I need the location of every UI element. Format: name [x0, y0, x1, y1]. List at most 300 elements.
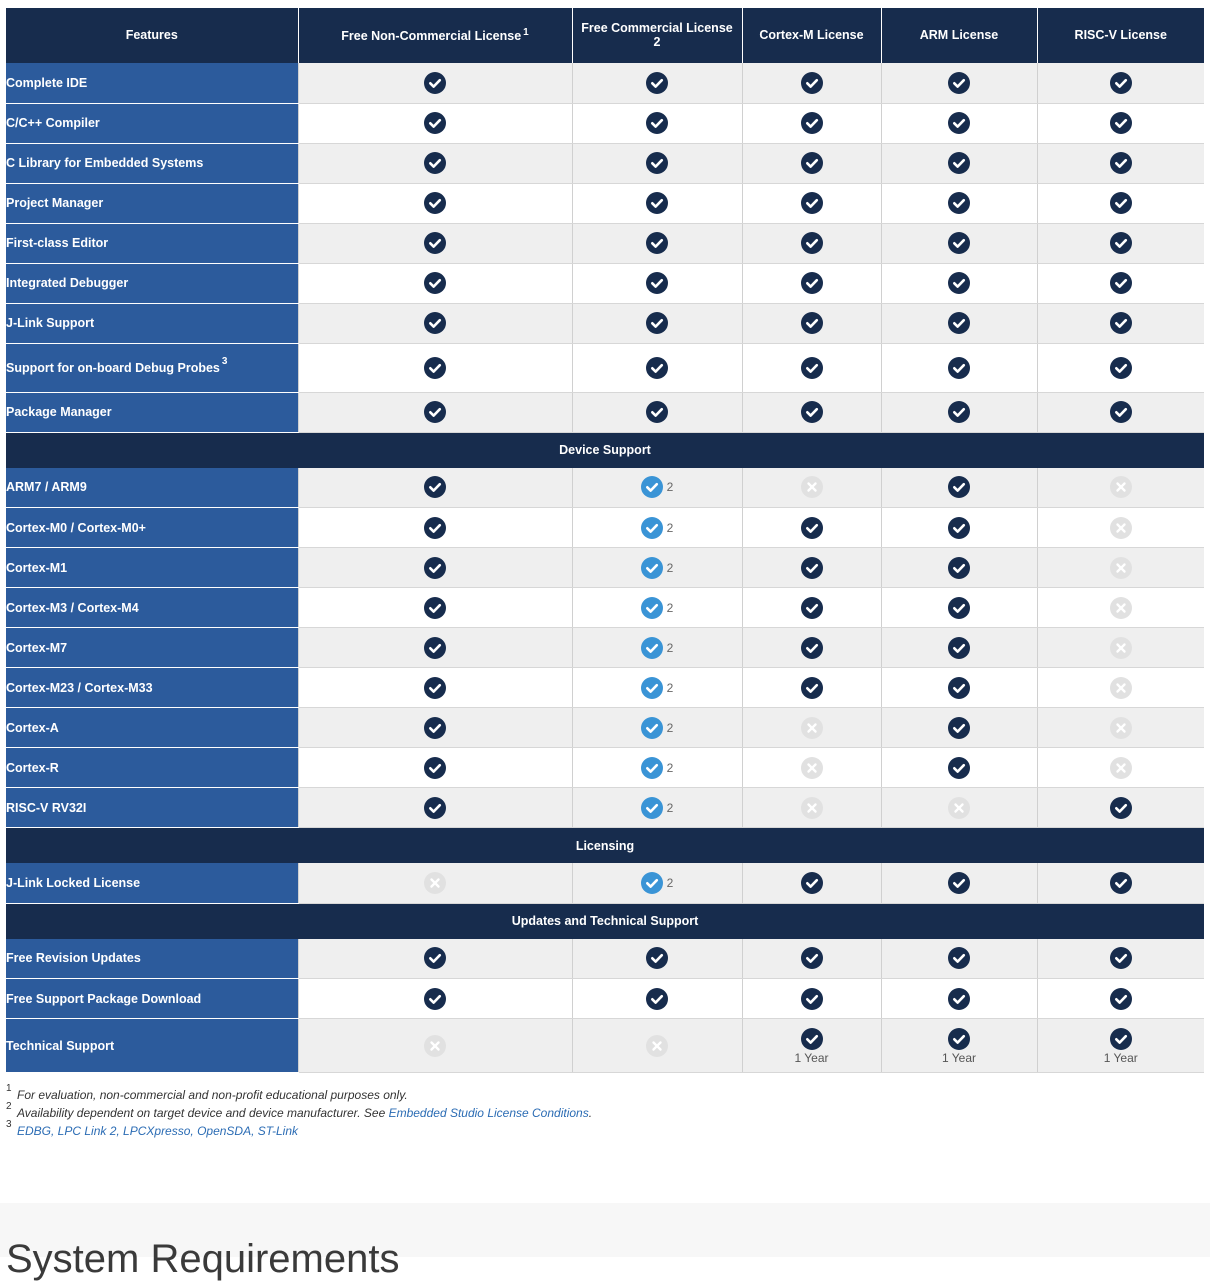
- check-circle-blue-icon: [641, 797, 663, 819]
- check-circle-icon: [424, 232, 446, 254]
- cell-cortex-m: [742, 263, 881, 303]
- check-circle-blue-icon: [641, 557, 663, 579]
- footnote-text: For evaluation, non-commercial and non-profit educational purposes only.: [17, 1088, 408, 1102]
- cell-arm: [881, 748, 1037, 788]
- footnote-ref: 2: [666, 480, 674, 495]
- feature-label: Cortex-M0 / Cortex-M0+: [6, 520, 146, 535]
- cell-risc-v: [1037, 748, 1204, 788]
- check-circle-icon: [948, 401, 970, 423]
- support-duration: 1 Year: [941, 1050, 977, 1065]
- check-circle-icon: [948, 717, 970, 739]
- section-header-row: [6, 432, 1204, 468]
- cell-free-commercial: [572, 508, 742, 548]
- cell-arm: [881, 468, 1037, 508]
- header-label: Free Non-Commercial License: [341, 29, 522, 44]
- check-circle-icon: [948, 988, 970, 1010]
- feature-label: J-Link Support: [6, 316, 95, 330]
- cell-cortex-m: [742, 1019, 881, 1073]
- x-circle-icon: [1110, 757, 1132, 779]
- cell-free-non-commercial: [298, 788, 572, 828]
- table-row: [6, 143, 1204, 183]
- cell-cortex-m: [742, 788, 881, 828]
- footnote-number: 2: [6, 1101, 12, 1112]
- cell-arm: [881, 628, 1037, 668]
- cell-risc-v: [1037, 863, 1204, 903]
- check-circle-icon: [646, 112, 668, 134]
- footnote-ref: 2: [666, 640, 674, 655]
- check-circle-icon: [948, 1028, 970, 1050]
- cell-arm: [881, 263, 1037, 303]
- cell-risc-v: [1037, 668, 1204, 708]
- system-requirements-section: [0, 1203, 1210, 1281]
- footnote-2: [6, 1101, 906, 1122]
- cell-arm: [881, 103, 1037, 143]
- feature-name: [6, 508, 298, 548]
- footnote-ref: 2: [666, 720, 674, 735]
- check-circle-icon: [424, 517, 446, 539]
- check-circle-icon: [801, 72, 823, 94]
- check-circle-icon: [948, 476, 970, 498]
- footnotes: [6, 1083, 906, 1140]
- cell-cortex-m: [742, 588, 881, 628]
- check-circle-icon: [424, 401, 446, 423]
- cell-free-commercial: [572, 708, 742, 748]
- feature-name: [6, 103, 298, 143]
- feature-label: ARM7 / ARM9: [6, 480, 87, 495]
- cell-cortex-m: [742, 548, 881, 588]
- check-circle-blue-icon: [641, 717, 663, 739]
- cell-cortex-m: [742, 103, 881, 143]
- cell-free-commercial: [572, 343, 742, 392]
- cell-risc-v: [1037, 628, 1204, 668]
- cell-free-non-commercial: [298, 748, 572, 788]
- check-circle-icon: [801, 1028, 823, 1050]
- check-circle-blue-icon: [641, 872, 663, 894]
- cell-risc-v: [1037, 343, 1204, 392]
- check-circle-icon: [801, 988, 823, 1010]
- cell-free-non-commercial: [298, 103, 572, 143]
- feature-name: [6, 863, 298, 903]
- cell-cortex-m: [742, 508, 881, 548]
- check-circle-icon: [948, 312, 970, 334]
- check-circle-icon: [424, 947, 446, 969]
- cell-risc-v: [1037, 548, 1204, 588]
- cell-free-commercial: [572, 668, 742, 708]
- table-row: [6, 508, 1204, 548]
- check-circle-icon: [646, 401, 668, 423]
- cell-free-commercial: [572, 863, 742, 903]
- table-row: [6, 668, 1204, 708]
- cell-arm: [881, 1019, 1037, 1073]
- cell-free-commercial: [572, 392, 742, 432]
- check-circle-icon: [948, 757, 970, 779]
- feature-name: [6, 392, 298, 432]
- x-circle-icon: [646, 1035, 668, 1057]
- check-circle-icon: [646, 72, 668, 94]
- feature-label: RISC-V RV32I: [6, 800, 87, 815]
- cell-free-commercial: [572, 223, 742, 263]
- cell-free-commercial: [572, 788, 742, 828]
- cell-risc-v: [1037, 508, 1204, 548]
- cell-free-commercial: [572, 468, 742, 508]
- cell-risc-v: [1037, 223, 1204, 263]
- feature-name: [6, 183, 298, 223]
- check-circle-icon: [646, 988, 668, 1010]
- check-circle-icon: [424, 988, 446, 1010]
- footnote-ref: 2: [666, 800, 674, 815]
- cell-risc-v: [1037, 1019, 1204, 1073]
- footnote-body: [17, 1106, 592, 1120]
- feature-name: [6, 263, 298, 303]
- section-header-row: [6, 828, 1204, 864]
- feature-name: [6, 588, 298, 628]
- footnote-ref: 3: [221, 356, 228, 368]
- cell-arm: [881, 939, 1037, 979]
- section-title: Licensing: [6, 828, 1204, 864]
- feature-name: [6, 979, 298, 1019]
- x-circle-icon: [1110, 557, 1132, 579]
- check-circle-blue-icon: [641, 637, 663, 659]
- cell-free-commercial: [572, 548, 742, 588]
- feature-label: Package Manager: [6, 405, 112, 419]
- x-circle-icon: [1110, 597, 1132, 619]
- check-circle-icon: [801, 357, 823, 379]
- table-row: [6, 863, 1204, 903]
- cell-free-non-commercial: [298, 392, 572, 432]
- check-circle-icon: [948, 637, 970, 659]
- check-circle-blue-icon: [641, 677, 663, 699]
- cell-cortex-m: [742, 63, 881, 103]
- check-circle-icon: [801, 112, 823, 134]
- cell-free-non-commercial: [298, 183, 572, 223]
- check-circle-icon: [1110, 1028, 1132, 1050]
- section-title: System Requirements: [6, 1237, 400, 1281]
- check-circle-icon: [646, 312, 668, 334]
- cell-cortex-m: [742, 343, 881, 392]
- feature-name: [6, 63, 298, 103]
- cell-free-non-commercial: [298, 548, 572, 588]
- check-circle-icon: [801, 401, 823, 423]
- check-circle-icon: [424, 72, 446, 94]
- check-circle-icon: [424, 272, 446, 294]
- cell-free-non-commercial: [298, 668, 572, 708]
- check-circle-icon: [1110, 797, 1132, 819]
- cell-free-commercial: [572, 63, 742, 103]
- check-circle-icon: [948, 517, 970, 539]
- cell-arm: [881, 343, 1037, 392]
- table-row: [6, 392, 1204, 432]
- check-circle-icon: [1110, 112, 1132, 134]
- table-row: [6, 223, 1204, 263]
- footnote-ref: 1: [523, 26, 529, 38]
- check-circle-icon: [1110, 192, 1132, 214]
- check-circle-icon: [948, 357, 970, 379]
- check-circle-icon: [646, 357, 668, 379]
- cell-free-non-commercial: [298, 223, 572, 263]
- feature-name: [6, 223, 298, 263]
- footnote-text: Availability dependent on target device and device manufacturer. See: [17, 1106, 389, 1120]
- cell-risc-v: [1037, 979, 1204, 1019]
- footnote-ref: 2: [666, 680, 674, 695]
- check-circle-icon: [801, 947, 823, 969]
- feature-label: C Library for Embedded Systems: [6, 156, 204, 170]
- footnote-number: 1: [6, 1083, 12, 1094]
- feature-name: [6, 939, 298, 979]
- table-row: [6, 1019, 1204, 1073]
- cell-free-non-commercial: [298, 628, 572, 668]
- cell-free-commercial: [572, 1019, 742, 1073]
- check-circle-icon: [646, 152, 668, 174]
- check-circle-icon: [1110, 72, 1132, 94]
- cell-risc-v: [1037, 183, 1204, 223]
- x-circle-icon: [801, 797, 823, 819]
- check-circle-icon: [1110, 947, 1132, 969]
- license-comparison-table: [6, 8, 1204, 1073]
- x-circle-icon: [1110, 717, 1132, 739]
- cell-arm: [881, 588, 1037, 628]
- check-circle-blue-icon: [641, 517, 663, 539]
- header-label: Free Commercial License: [581, 21, 733, 36]
- feature-label: Cortex-M7: [6, 640, 68, 655]
- footnote-number: 3: [6, 1119, 12, 1130]
- header-free-non-commercial: [298, 8, 572, 63]
- check-circle-icon: [424, 152, 446, 174]
- cell-risc-v: [1037, 788, 1204, 828]
- x-circle-icon: [1110, 637, 1132, 659]
- cell-cortex-m: [742, 668, 881, 708]
- check-circle-icon: [424, 312, 446, 334]
- cell-cortex-m: [742, 708, 881, 748]
- x-circle-icon: [1110, 476, 1132, 498]
- feature-name: [6, 628, 298, 668]
- cell-free-non-commercial: [298, 588, 572, 628]
- check-circle-icon: [948, 192, 970, 214]
- check-circle-icon: [424, 757, 446, 779]
- cell-free-commercial: [572, 748, 742, 788]
- check-circle-icon: [801, 597, 823, 619]
- header-cortex-m: Cortex-M License: [742, 8, 881, 63]
- table-row: [6, 588, 1204, 628]
- footnote-punct: .: [588, 1106, 593, 1120]
- header-arm: ARM License: [881, 8, 1037, 63]
- cell-risc-v: [1037, 63, 1204, 103]
- feature-label: Cortex-M3 / Cortex-M4: [6, 600, 139, 615]
- feature-label: Technical Support: [6, 1038, 115, 1053]
- cell-cortex-m: [742, 183, 881, 223]
- feature-label: Project Manager: [6, 196, 104, 210]
- cell-arm: [881, 508, 1037, 548]
- check-circle-blue-icon: [641, 476, 663, 498]
- table-row: [6, 628, 1204, 668]
- cell-free-commercial: [572, 979, 742, 1019]
- x-circle-icon: [801, 476, 823, 498]
- feature-label: Free Support Package Download: [6, 991, 202, 1006]
- cell-cortex-m: [742, 143, 881, 183]
- feature-name: [6, 343, 298, 392]
- feature-name: [6, 143, 298, 183]
- check-circle-icon: [424, 192, 446, 214]
- check-circle-blue-icon: [641, 597, 663, 619]
- cell-cortex-m: [742, 223, 881, 263]
- check-circle-icon: [1110, 401, 1132, 423]
- cell-free-commercial: [572, 183, 742, 223]
- cell-free-commercial: [572, 588, 742, 628]
- cell-risc-v: [1037, 939, 1204, 979]
- check-circle-icon: [424, 677, 446, 699]
- check-circle-icon: [1110, 232, 1132, 254]
- check-circle-icon: [948, 72, 970, 94]
- table-row: [6, 708, 1204, 748]
- x-circle-icon: [1110, 677, 1132, 699]
- check-circle-icon: [948, 557, 970, 579]
- x-circle-icon: [1110, 517, 1132, 539]
- header-features: Features: [6, 8, 298, 63]
- cell-risc-v: [1037, 103, 1204, 143]
- cell-risc-v: [1037, 143, 1204, 183]
- feature-name: [6, 548, 298, 588]
- cell-risc-v: [1037, 588, 1204, 628]
- cell-free-non-commercial: [298, 508, 572, 548]
- feature-label: Complete IDE: [6, 75, 88, 90]
- feature-label: C/C++ Compiler: [6, 116, 100, 130]
- feature-name: [6, 788, 298, 828]
- feature-name: [6, 303, 298, 343]
- header-risc-v: RISC-V License: [1037, 8, 1204, 63]
- check-circle-icon: [801, 312, 823, 334]
- feature-label: First-class Editor: [6, 236, 109, 250]
- cell-arm: [881, 979, 1037, 1019]
- feature-label: Cortex-M23 / Cortex-M33: [6, 680, 153, 695]
- footnote-link[interactable]: Embedded Studio License Conditions: [388, 1106, 589, 1120]
- cell-arm: [881, 708, 1037, 748]
- section-title: Device Support: [6, 432, 1204, 468]
- check-circle-icon: [424, 597, 446, 619]
- footnote-1: [6, 1083, 906, 1104]
- check-circle-icon: [424, 476, 446, 498]
- cell-free-non-commercial: [298, 468, 572, 508]
- section-title: Updates and Technical Support: [6, 903, 1204, 939]
- check-circle-icon: [801, 232, 823, 254]
- x-circle-icon: [801, 717, 823, 739]
- cell-arm: [881, 303, 1037, 343]
- table-row: [6, 979, 1204, 1019]
- x-circle-icon: [948, 797, 970, 819]
- check-circle-icon: [948, 232, 970, 254]
- table-row: [6, 468, 1204, 508]
- cell-risc-v: [1037, 303, 1204, 343]
- check-circle-icon: [424, 357, 446, 379]
- check-circle-icon: [424, 637, 446, 659]
- check-circle-icon: [1110, 988, 1132, 1010]
- check-circle-blue-icon: [641, 757, 663, 779]
- check-circle-icon: [948, 677, 970, 699]
- cell-risc-v: [1037, 468, 1204, 508]
- cell-free-commercial: [572, 103, 742, 143]
- check-circle-icon: [801, 192, 823, 214]
- check-circle-icon: [801, 152, 823, 174]
- table-row: [6, 788, 1204, 828]
- feature-name: [6, 468, 298, 508]
- check-circle-icon: [801, 637, 823, 659]
- feature-label: J-Link Locked License: [6, 875, 141, 890]
- support-duration: 1 Year: [794, 1050, 829, 1065]
- header-free-commercial: [572, 8, 742, 63]
- check-circle-icon: [801, 517, 823, 539]
- check-circle-icon: [801, 872, 823, 894]
- feature-name: [6, 748, 298, 788]
- check-circle-icon: [1110, 872, 1132, 894]
- cell-arm: [881, 183, 1037, 223]
- section-header-row: [6, 903, 1204, 939]
- cell-free-commercial: [572, 628, 742, 668]
- footnote-ref: 2: [666, 600, 674, 615]
- cell-arm: [881, 548, 1037, 588]
- footnote-body: [17, 1124, 298, 1138]
- cell-cortex-m: [742, 748, 881, 788]
- cell-cortex-m: [742, 979, 881, 1019]
- feature-label: Cortex-R: [6, 760, 59, 775]
- cell-risc-v: [1037, 392, 1204, 432]
- cell-free-non-commercial: [298, 263, 572, 303]
- feature-label: Integrated Debugger: [6, 276, 129, 290]
- x-circle-icon: [424, 1035, 446, 1057]
- cell-cortex-m: [742, 863, 881, 903]
- cell-arm: [881, 392, 1037, 432]
- check-circle-icon: [646, 192, 668, 214]
- check-circle-icon: [801, 557, 823, 579]
- table-row: [6, 183, 1204, 223]
- feature-name: [6, 668, 298, 708]
- cell-free-non-commercial: [298, 63, 572, 103]
- cell-cortex-m: [742, 303, 881, 343]
- check-circle-icon: [948, 597, 970, 619]
- check-circle-icon: [1110, 272, 1132, 294]
- cell-free-commercial: [572, 939, 742, 979]
- check-circle-icon: [646, 232, 668, 254]
- check-circle-icon: [948, 272, 970, 294]
- cell-cortex-m: [742, 468, 881, 508]
- cell-arm: [881, 788, 1037, 828]
- check-circle-icon: [948, 152, 970, 174]
- cell-arm: [881, 143, 1037, 183]
- check-circle-icon: [801, 272, 823, 294]
- cell-risc-v: [1037, 263, 1204, 303]
- footnote-link[interactable]: EDBG, LPC Link 2, LPCXpresso, OpenSDA, ST-Link: [17, 1124, 299, 1138]
- table-header-row: [6, 8, 1204, 63]
- cell-free-non-commercial: [298, 708, 572, 748]
- check-circle-icon: [1110, 357, 1132, 379]
- cell-free-non-commercial: [298, 863, 572, 903]
- feature-name: [6, 1019, 298, 1073]
- cell-free-non-commercial: [298, 939, 572, 979]
- footnote-ref: 2: [666, 875, 674, 890]
- table-row: [6, 939, 1204, 979]
- check-circle-icon: [424, 717, 446, 739]
- cell-arm: [881, 223, 1037, 263]
- table-row: [6, 263, 1204, 303]
- check-circle-icon: [424, 557, 446, 579]
- cell-free-non-commercial: [298, 979, 572, 1019]
- table-row: [6, 103, 1204, 143]
- table-row: [6, 63, 1204, 103]
- check-circle-icon: [1110, 312, 1132, 334]
- table-row: [6, 748, 1204, 788]
- cell-free-non-commercial: [298, 303, 572, 343]
- footnote-ref: 2: [666, 520, 674, 535]
- feature-label: Cortex-A: [6, 720, 59, 735]
- footnote-ref: 2: [666, 560, 674, 575]
- cell-cortex-m: [742, 628, 881, 668]
